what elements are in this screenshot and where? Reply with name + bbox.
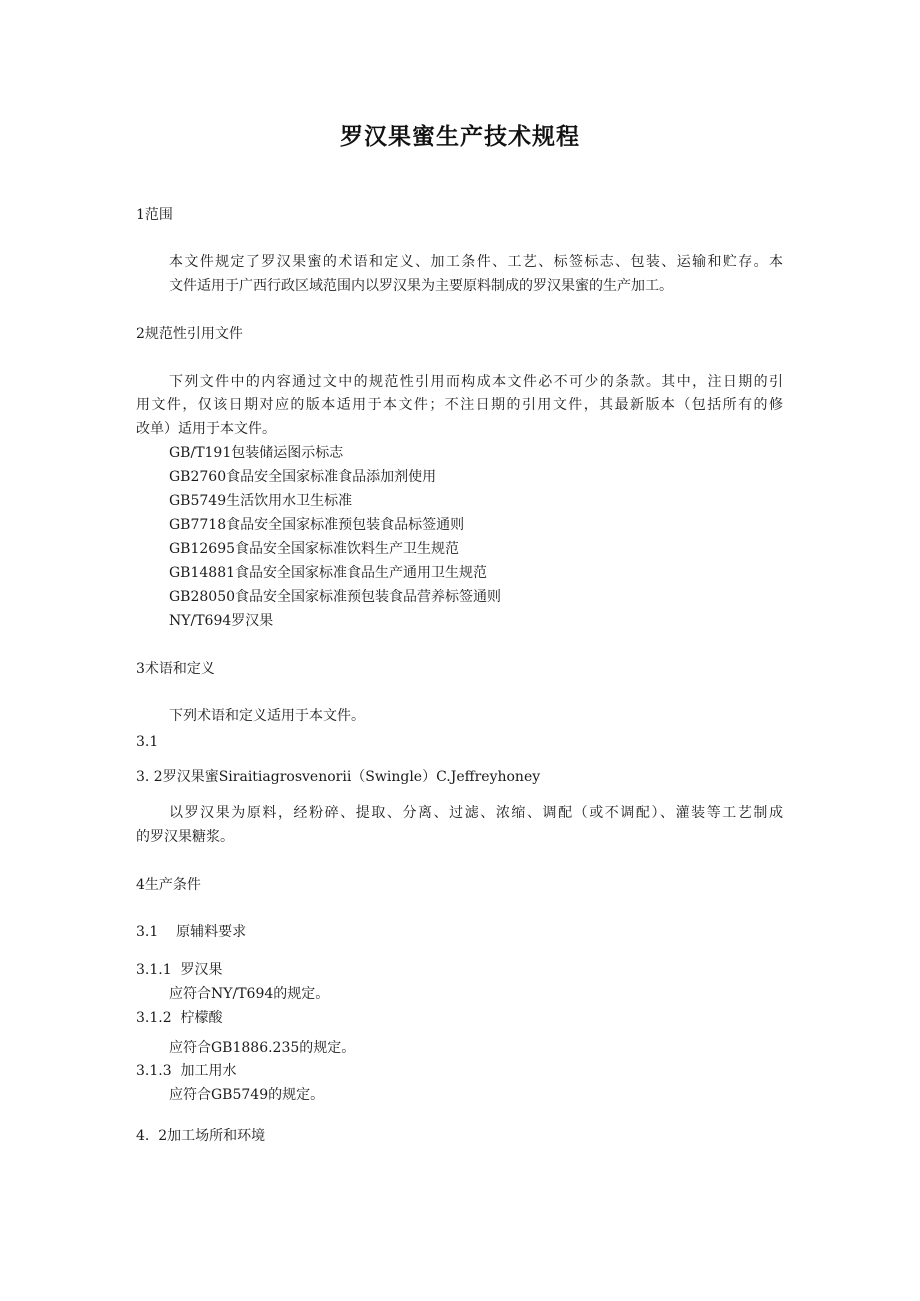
subsection-3-1-2-text: 应符合GB1886.235的规定。 <box>169 1040 356 1056</box>
normative-paragraph-line-3: 改单）适用于本文件。 <box>136 421 276 437</box>
section-heading-normative: 2规范性引用文件 <box>136 326 243 342</box>
section-heading-terms: 3术语和定义 <box>136 661 215 677</box>
reference-item: GB12695食品安全国家标准饮料生产卫生规范 <box>169 541 460 557</box>
subsection-3-1-1-text: 应符合NY/T694的规定。 <box>169 986 330 1002</box>
term-definition-line-2: 的罗汉果糖浆。 <box>136 829 234 845</box>
document-title: 罗汉果蜜生产技术规程 <box>340 124 580 150</box>
reference-item: GB14881食品安全国家标准食品生产通用卫生规范 <box>169 565 488 581</box>
reference-item: GB/T191包装储运图示标志 <box>169 445 344 461</box>
reference-item: GB7718食品安全国家标准预包装食品标签通则 <box>169 517 465 533</box>
terms-intro: 下列术语和定义适用于本文件。 <box>169 708 365 724</box>
reference-item: GB28050食品安全国家标准预包装食品营养标签通则 <box>169 589 502 605</box>
section-heading-production: 4生产条件 <box>136 877 201 893</box>
reference-item: GB2760食品安全国家标准食品添加剂使用 <box>169 469 437 485</box>
normative-paragraph-line-1: 下列文件中的内容通过文中的规范性引用而构成本文件必不可少的条款。其中，注日期的引 <box>169 374 783 390</box>
scope-paragraph-line-2: 文件适用于广西行政区域范围内以罗汉果为主要原料制成的罗汉果蜜的生产加工。 <box>169 278 673 294</box>
term-number-3-1: 3.1 <box>136 734 159 750</box>
term-definition-line-1: 以罗汉果为原料，经粉碎、提取、分离、过滤、浓缩、调配（或不调配）、灌装等工艺制成 <box>169 805 783 821</box>
reference-item: NY/T694罗汉果 <box>169 613 274 629</box>
section-heading-scope: 1范围 <box>136 207 173 223</box>
normative-paragraph-line-2: 用文件，仅该日期对应的版本适用于本文件；不注日期的引用文件，其最新版本（包括所有的修 <box>136 397 783 413</box>
subsection-3-1-1: 3.1.1 罗汉果 <box>136 962 223 978</box>
term-3-2-title: 3. 2罗汉果蜜Siraitiagrosvenorii（Swingle）C.Jeffreyhoney <box>136 769 541 785</box>
subsection-3-1-3: 3.1.3 加工用水 <box>136 1063 237 1079</box>
subsection-3-1-2: 3.1.2 柠檬酸 <box>136 1010 223 1026</box>
subsection-3-1: 3.1 原辅料要求 <box>136 924 247 940</box>
scope-paragraph-line-1: 本文件规定了罗汉果蜜的术语和定义、加工条件、工艺、标签标志、包装、运输和贮存。本 <box>169 254 783 270</box>
subsection-4-2: 4. 2加工场所和环境 <box>136 1128 266 1144</box>
reference-item: GB5749生活饮用水卫生标准 <box>169 493 353 509</box>
subsection-3-1-3-text: 应符合GB5749的规定。 <box>169 1087 325 1103</box>
